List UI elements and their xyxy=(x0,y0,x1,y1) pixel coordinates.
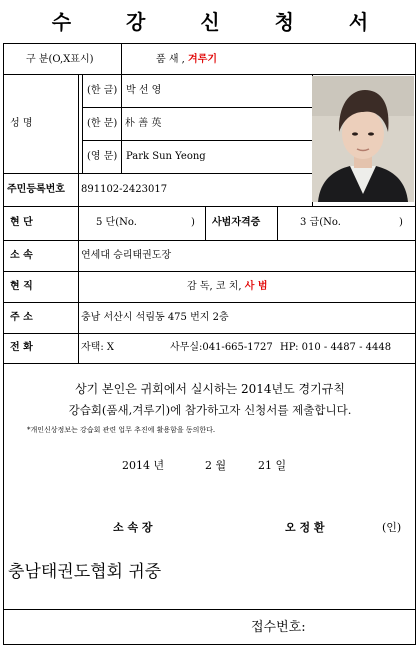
date-day: 21 일 xyxy=(258,459,287,472)
column-divider xyxy=(277,206,278,240)
column-divider xyxy=(78,74,79,363)
hanja-name-value: 朴 善 英 xyxy=(125,118,162,129)
applicant-photo xyxy=(312,76,414,202)
korean-name-label: (한 글) xyxy=(87,85,118,96)
row-divider xyxy=(3,609,416,610)
row-divider xyxy=(3,302,416,303)
recipient: 충남태권도협회 귀중 xyxy=(8,562,162,582)
row-divider xyxy=(3,363,416,364)
row-divider xyxy=(3,74,416,75)
affiliation-value: 연세대 승리태권도장 xyxy=(81,250,172,261)
signatory-label: 소 속 장 xyxy=(113,521,153,534)
seal-mark: (인) xyxy=(382,521,402,534)
row-divider xyxy=(3,173,312,174)
row-divider xyxy=(3,240,416,241)
name-label: 성 명 xyxy=(10,118,33,129)
row-divider xyxy=(82,107,312,108)
office-phone: 사무실:041-665-1727 xyxy=(170,342,273,353)
english-name-value: Park Sun Yeong xyxy=(126,151,206,162)
instructor-cert-label: 사범자격증 xyxy=(212,217,261,228)
address-label: 주 소 xyxy=(10,312,33,323)
column-divider xyxy=(121,43,122,74)
position-label: 현 직 xyxy=(10,281,33,292)
position-options: 감 독, 코 치, xyxy=(187,281,245,292)
position-selected: 사 범 xyxy=(244,281,268,292)
date-year: 2014 년 xyxy=(122,459,165,472)
column-divider xyxy=(121,74,122,173)
korean-name-value: 박 선 영 xyxy=(126,85,162,96)
portrait-image xyxy=(312,76,414,202)
category-options: 품 새 , xyxy=(156,54,189,65)
form-title: 수 강 신 청 서 xyxy=(51,10,393,34)
receipt-number-label: 접수번호: xyxy=(251,620,306,635)
affiliation-label: 소 속 xyxy=(10,250,33,261)
statement-line-1: 상기 본인은 귀회에서 실시하는 2014년도 경기규칙 xyxy=(75,382,345,396)
row-divider xyxy=(3,206,416,207)
instructor-cert-value: 3 급(No. xyxy=(300,217,341,228)
resident-number-label: 주민등록번호 xyxy=(7,184,65,195)
row-divider xyxy=(3,271,416,272)
statement-line-2: 강습회(품새,겨루기)에 참가하고자 신청서를 제출합니다. xyxy=(68,403,352,417)
signatory-name: 오 정 환 xyxy=(285,521,325,534)
row-divider xyxy=(3,333,416,334)
row-divider xyxy=(82,140,312,141)
home-phone: 자택: X xyxy=(81,342,114,353)
dan-close: ) xyxy=(191,217,195,228)
address-value: 충남 서산시 석림동 475 번지 2층 xyxy=(81,312,229,323)
dan-label: 현 단 xyxy=(10,217,33,228)
position-value xyxy=(187,281,268,293)
privacy-note: *개인신상정보는 강습회 관련 업무 추진에 활용함을 동의한다. xyxy=(27,426,216,434)
dan-value: 5 단(No. xyxy=(96,217,137,228)
hanja-name-label: (한 문) xyxy=(87,118,118,129)
column-divider xyxy=(205,206,206,240)
english-name-label: (영 문) xyxy=(87,151,118,162)
phone-label: 전 화 xyxy=(10,342,33,353)
category-selected: 겨루기 xyxy=(188,54,218,65)
mobile-phone: HP: 010 - 4487 - 4448 xyxy=(280,342,392,353)
category-value xyxy=(156,54,217,66)
category-label: 구 분(O,X표시) xyxy=(26,54,94,65)
instructor-cert-close: ) xyxy=(399,217,403,228)
resident-number-value: 891102-2423017 xyxy=(81,184,168,195)
column-divider xyxy=(82,74,83,173)
date-month: 2 월 xyxy=(205,459,227,472)
